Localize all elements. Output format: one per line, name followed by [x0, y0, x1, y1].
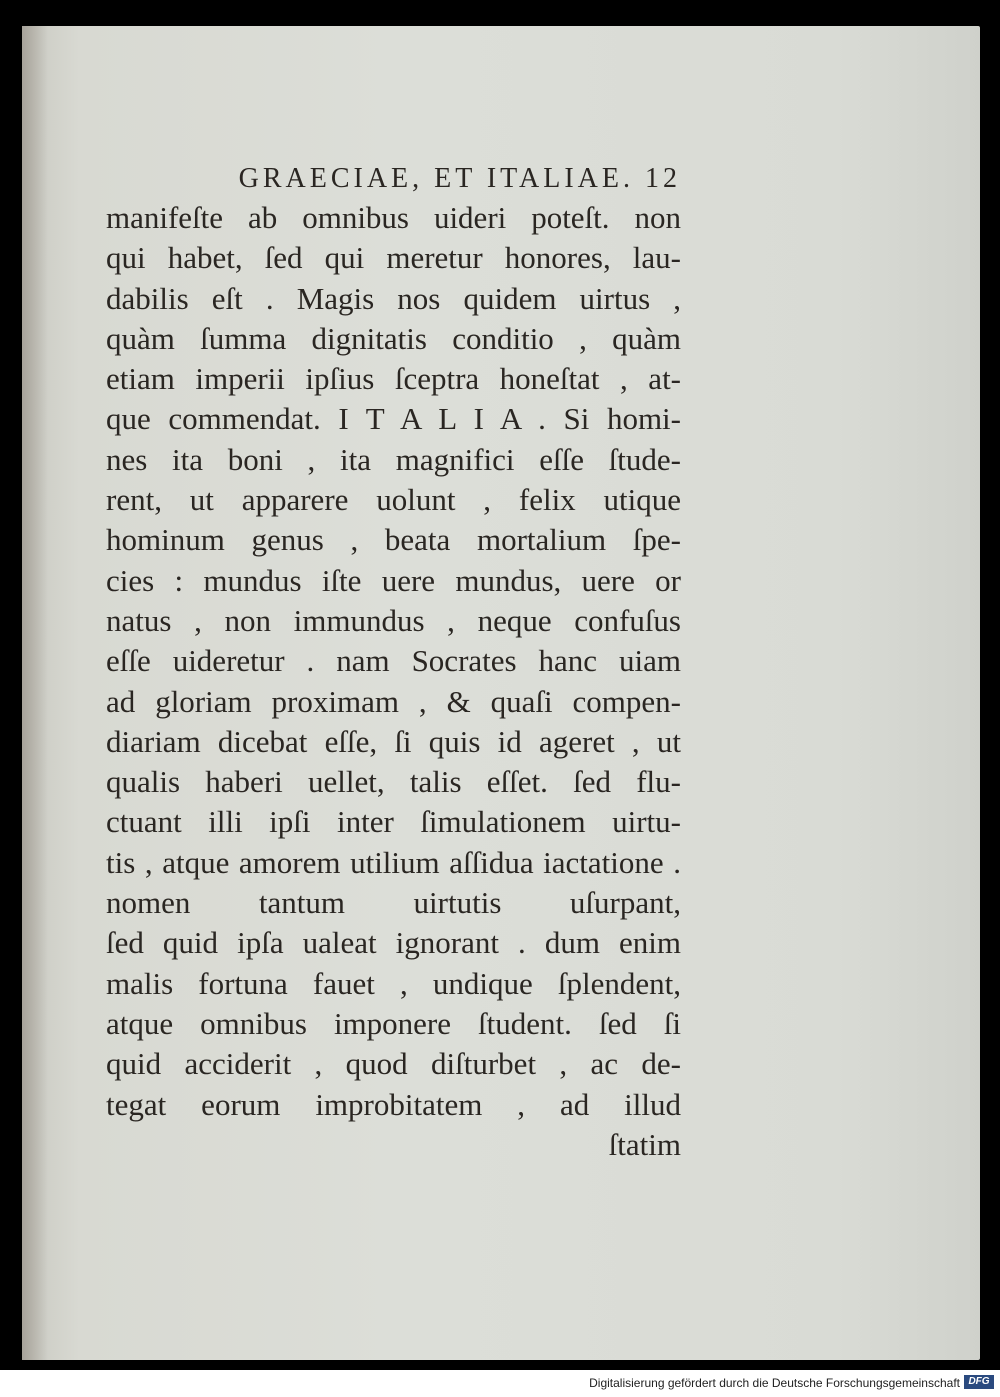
text-line: qualis haberi uellet, talis eſſet. ſed flu- [106, 764, 681, 800]
text-line: rent, ut apparere uolunt , felix utique [106, 482, 681, 518]
text-line: que commendat. I T A L I A . Si homi- [106, 401, 681, 437]
dfg-logo: DFG [964, 1375, 994, 1389]
text-line: ctuant illi ipſi inter ſimulationem uirtu- [106, 804, 681, 840]
text-line: natus , non immundus , neque confuſus [106, 602, 681, 638]
text-line: quàm ſumma dignitatis conditio , quàm [106, 320, 681, 356]
text-line: malis fortuna fauet , undique ſplendent, [106, 965, 681, 1001]
text-line: eſſe uideretur . nam Socrates hanc uiam [106, 643, 681, 679]
text-line: quid acciderit , quod diſturbet , ac de- [106, 1046, 681, 1082]
page-text [106, 160, 681, 1165]
page-gutter-shadow [22, 26, 48, 1360]
text-line: dabilis eſt . Magis nos quidem uirtus , [106, 280, 681, 316]
text-line: manifeſte ab omnibus uideri poteſt. non [106, 200, 681, 235]
text-line: cies : mundus iſte uere mundus, uere or [106, 562, 681, 598]
text-line: hominum genus , beata mortalium ſpe- [106, 522, 681, 558]
text-line: atque omnibus imponere ſtudent. ſed ſi [106, 1005, 681, 1041]
text-line: nes ita boni , ita magnifici eſſe ſtude- [106, 441, 681, 477]
text-line: diariam dicebat eſſe, ſi quis id ageret , ut [106, 723, 681, 759]
text-line: qui habet, ſed qui meretur honores, lau- [106, 240, 681, 276]
text-line: tegat eorum improbitatem , ad illud [106, 1086, 681, 1122]
footer-credit: Digitalisierung gefördert durch die Deutsche Forschungsgemeinschaft [589, 1376, 960, 1390]
text-lines [106, 198, 681, 1165]
footer-bar [0, 1370, 1000, 1397]
text-line: ſtatim [608, 1126, 681, 1162]
text-line: ſed quid ipſa ualeat ignorant . dum enim [106, 925, 681, 961]
text-line: tis , atque amorem utilium aſſidua iactatione . nomen tantum uirtutis uſurpant, [106, 844, 681, 921]
text-line: ad gloriam proximam , & quaſi compen- [106, 683, 681, 719]
text-line: etiam imperii ipſius ſceptra honeſtat , at- [106, 361, 681, 397]
running-head: GRAECIAE, ET ITALIAE. 12 [238, 163, 681, 194]
